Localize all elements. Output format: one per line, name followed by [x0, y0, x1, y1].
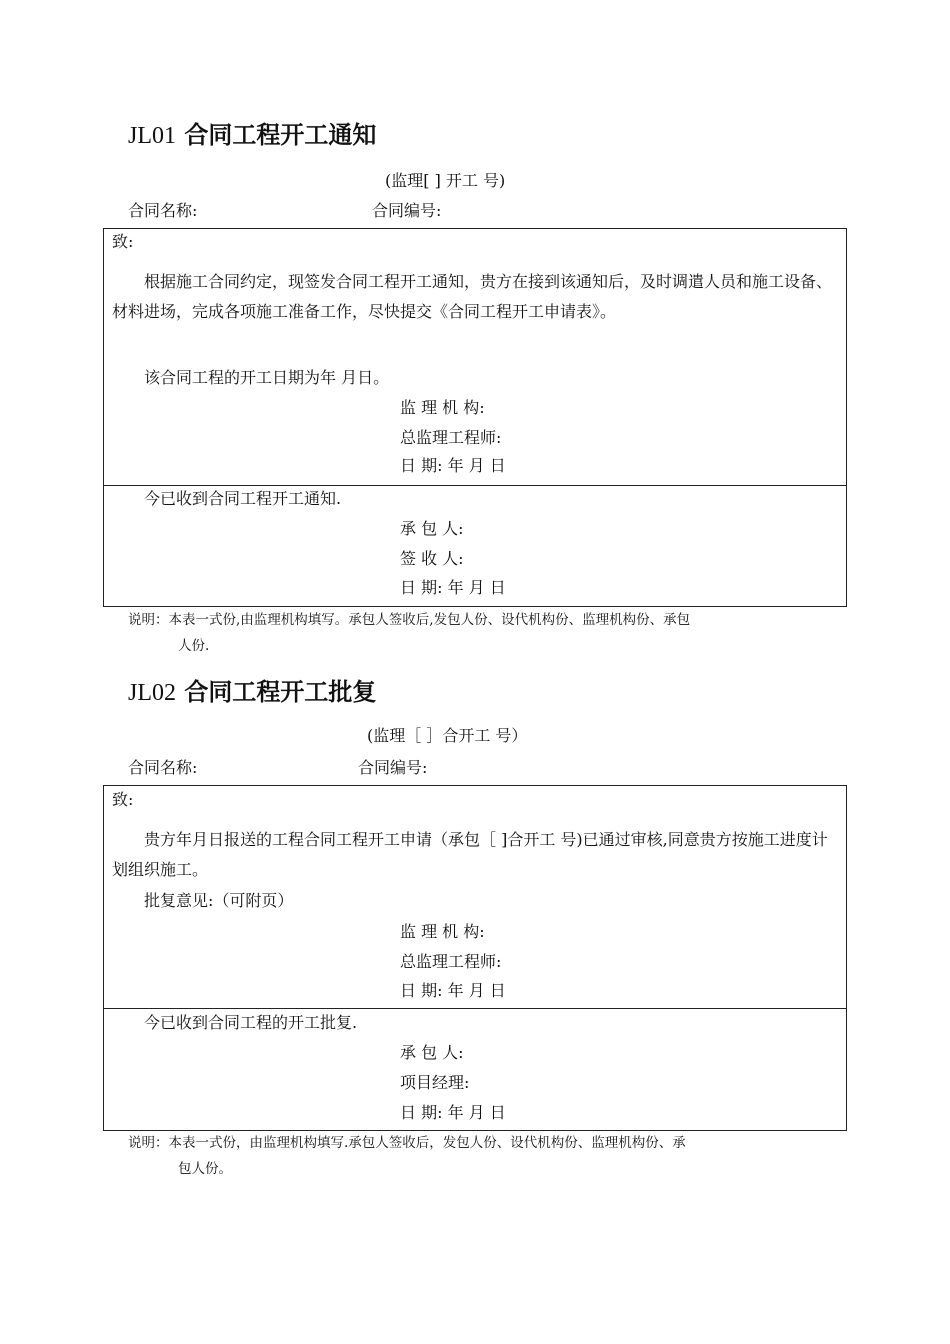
form2-supervisor-org-label: 监 理 机 构:	[400, 922, 485, 941]
form1-title	[128, 120, 376, 151]
form1-note-line2: 人份.	[178, 638, 210, 654]
form2-contract-no-label: 合同编号:	[358, 758, 428, 777]
form1-table	[103, 228, 847, 607]
form2-note	[128, 1130, 828, 1182]
form1-contract-name-label: 合同名称:	[128, 201, 198, 220]
form1-subtitle: (监理[ ] 开工 号)	[385, 171, 506, 190]
form2-note-line2: 包人份。	[178, 1161, 232, 1177]
form1-title-text: 合同工程开工通知	[184, 121, 377, 149]
form2-contractor-label: 承 包 人:	[400, 1043, 464, 1062]
form1-receipt-section	[104, 485, 846, 607]
form1-receipt-date-label: 日 期: 年 月 日	[400, 578, 506, 597]
form1-contractor-label: 承 包 人:	[400, 519, 464, 538]
form1-code: JL01	[128, 123, 176, 149]
form1-body: 根据施工合同约定，现签发合同工程开工通知，贵方在接到该通知后，及时调遣人员和施工设备、材料进场，完成各项施工准备工作，尽快提交《合同工程开工申请表》。	[112, 272, 833, 321]
form2-receipt-line: 今已收到合同工程的开工批复.	[144, 1013, 358, 1032]
form2-body: 贵方年月日报送的工程合同工程开工申请（承包［ ]合开工 号)已通过审核,同意贵方按施工进度计划组织施工。	[112, 830, 828, 879]
form2-subtitle: (监理［ ］合开工 号）	[367, 726, 528, 745]
form2-note-line1: 说明：本表一式份，由监理机构填写.承包人签收后，发包人份、设代机构份、监理机构份、承	[128, 1135, 686, 1151]
form2-title-text: 合同工程开工批复	[184, 678, 377, 706]
form2-project-manager-label: 项目经理:	[400, 1073, 470, 1092]
form2-contract-name-label: 合同名称:	[128, 758, 198, 777]
form2-code: JL02	[128, 680, 176, 706]
form1-start-date-line: 该合同工程的开工日期为年 月日。	[144, 368, 390, 387]
form1-sign-date-label: 日 期: 年 月 日	[400, 456, 506, 475]
form1-chief-engineer-label: 总监理工程师:	[400, 428, 502, 447]
form2-chief-engineer-label: 总监理工程师:	[400, 952, 502, 971]
form1-to-label: 致:	[112, 232, 134, 251]
form1-note-line1: 说明：本表一式份,由监理机构填写。承包人签收后,发包人份、设代机构份、监理机构份、承包	[128, 612, 691, 628]
form1-receiver-label: 签 收 人:	[400, 549, 464, 568]
form1-receipt-line: 今已收到合同工程开工通知.	[144, 489, 342, 508]
form1-supervisor-org-label: 监 理 机 构:	[400, 398, 485, 417]
form1-note	[128, 607, 828, 659]
form2-table	[103, 785, 847, 1131]
form2-opinion-line: 批复意见:（可附页）	[144, 891, 294, 910]
form1-notice-section	[104, 229, 846, 485]
form2-receipt-date-label: 日 期: 年 月 日	[400, 1103, 506, 1122]
form2-receipt-section	[104, 1008, 846, 1131]
form2-to-label: 致:	[112, 790, 134, 809]
form2-title	[128, 677, 376, 708]
form2-sign-date-label: 日 期: 年 月 日	[400, 981, 506, 1000]
form2-approval-section	[104, 786, 846, 1008]
form1-contract-no-label: 合同编号:	[372, 201, 442, 220]
